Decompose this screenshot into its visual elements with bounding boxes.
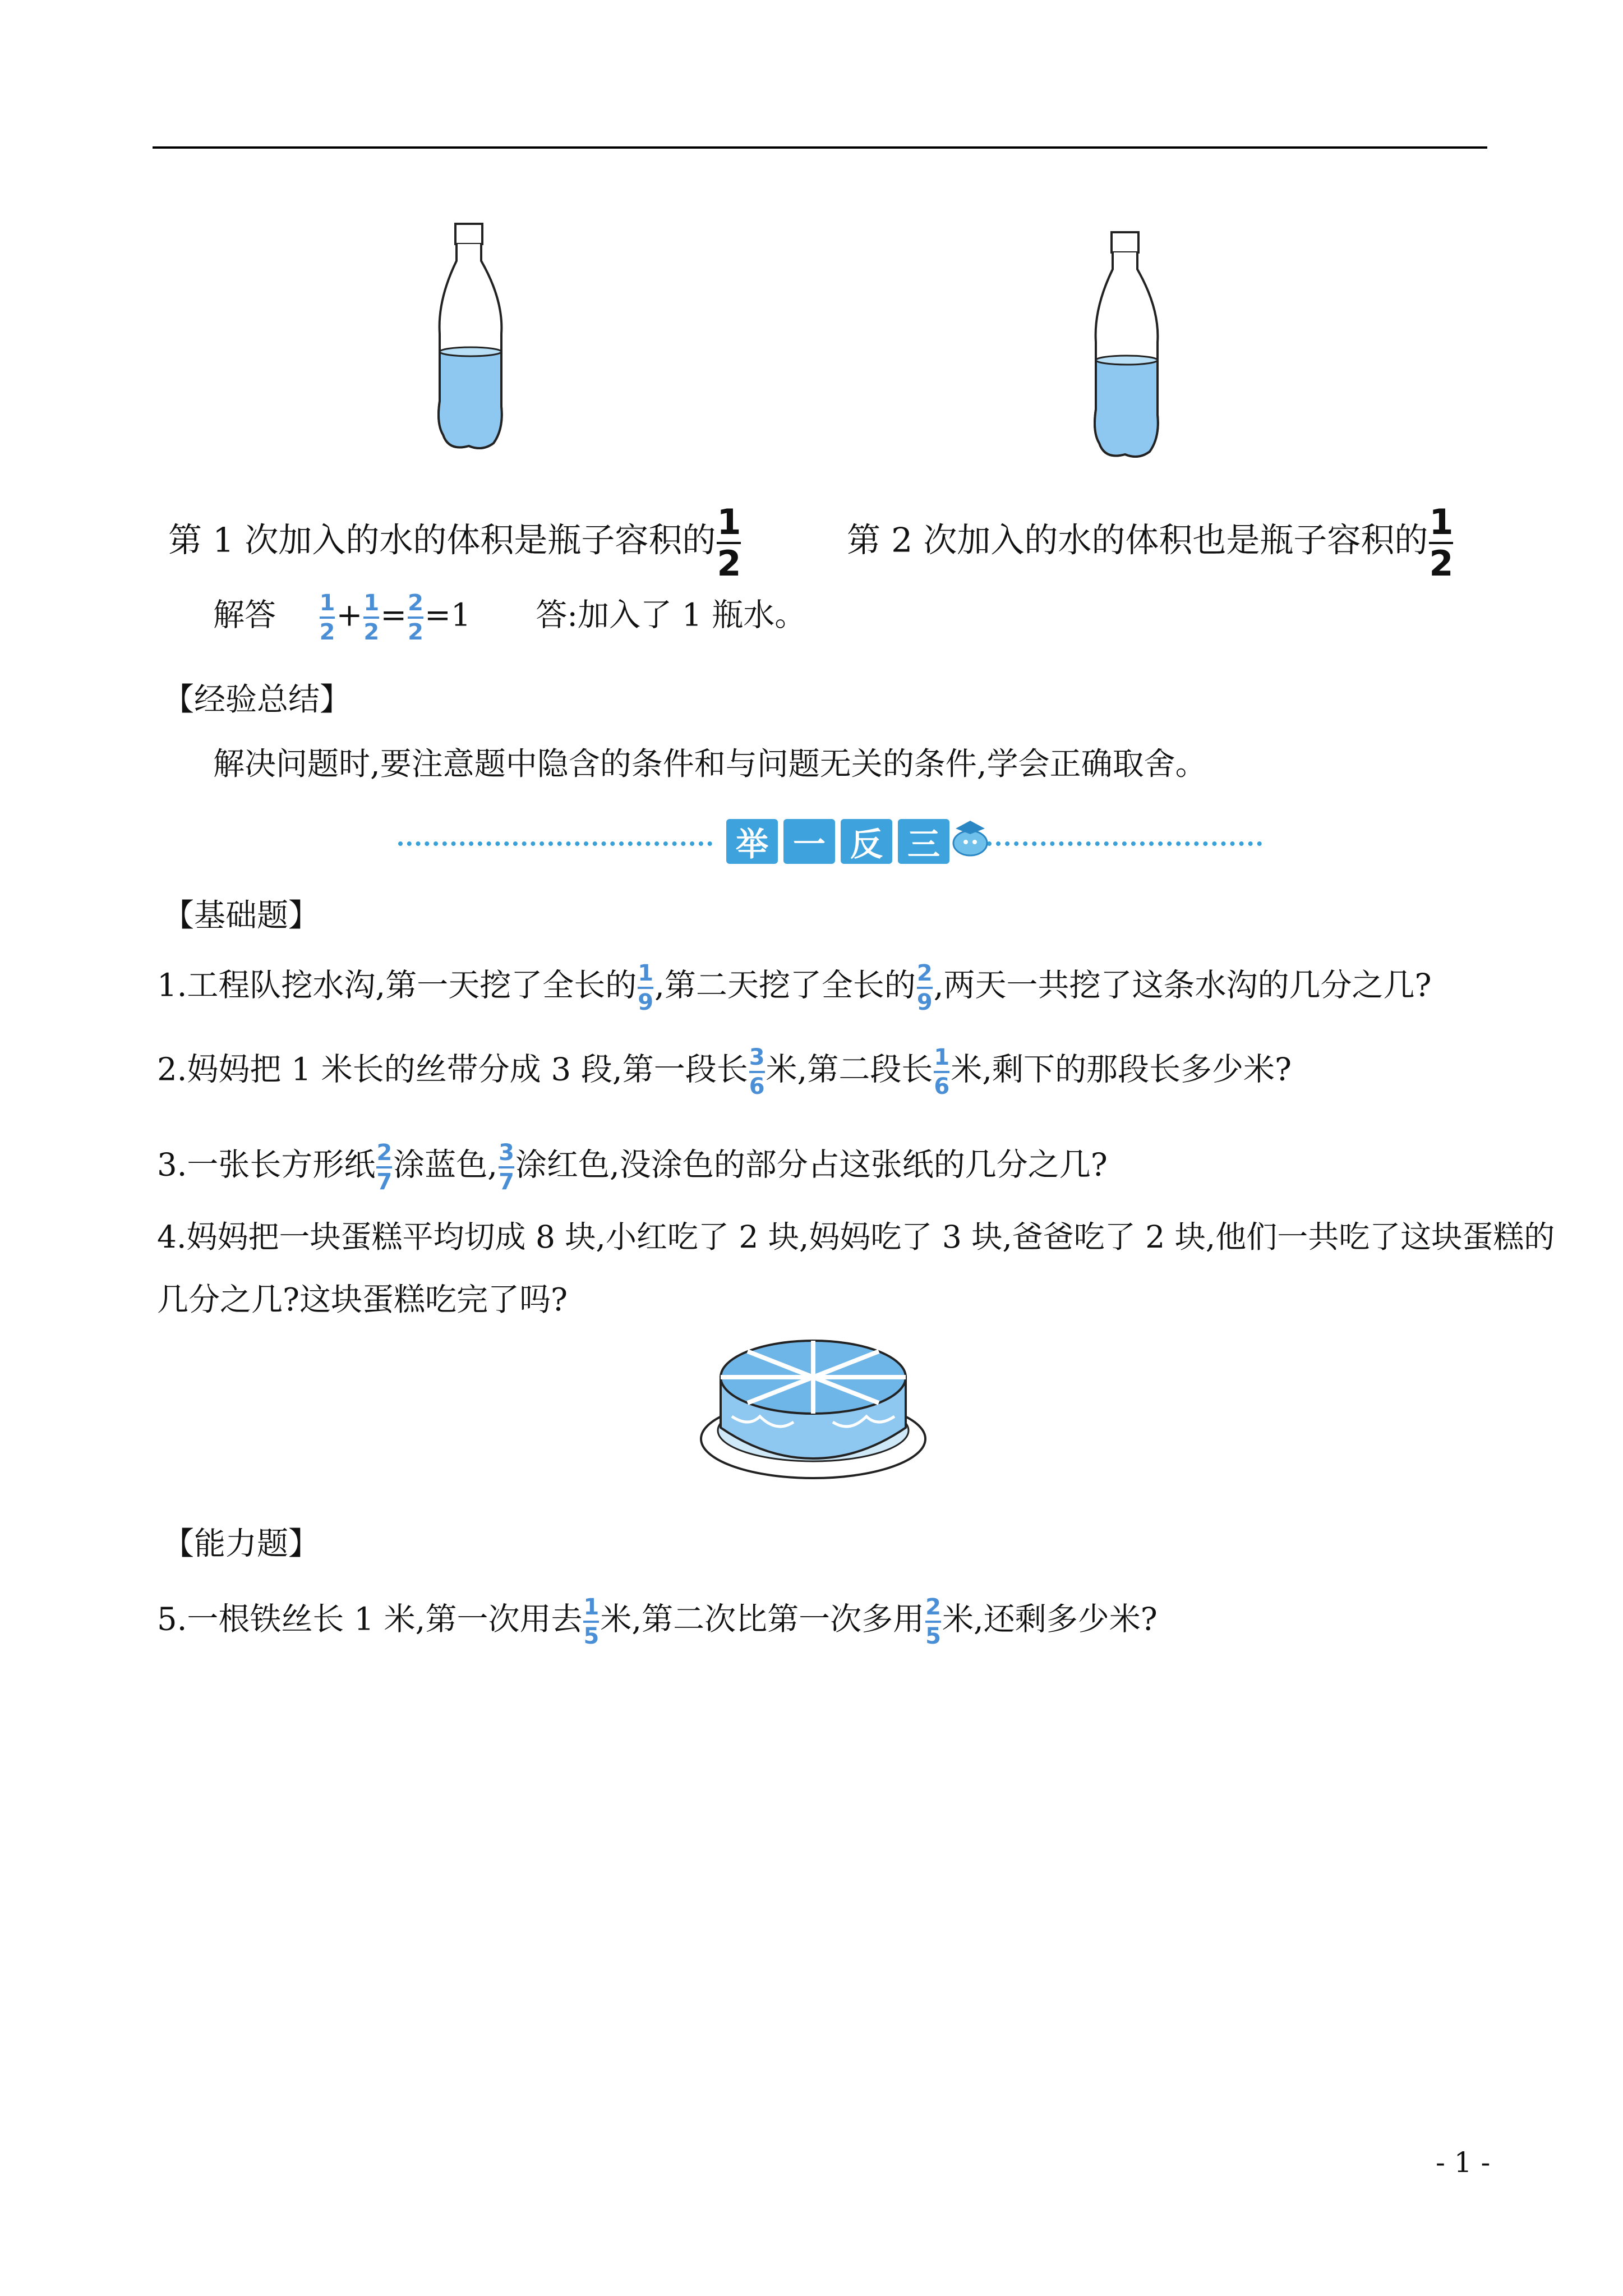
answer-reply: 答:加入了 1 瓶水。	[536, 597, 806, 634]
fraction-one-half: $\frac{1}{2}$	[1429, 501, 1454, 584]
header-rule	[153, 146, 1487, 149]
fraction: $\frac{2}{9}$	[916, 960, 933, 1015]
question-3: 3.一张长方形纸 $\frac{2}{7}$ 涂蓝色, $\frac{3}{7}$ 涂红色,没涂色的部分占这张纸的几分之几?	[157, 1140, 1108, 1195]
banner-char: 三	[898, 819, 949, 864]
section-title-basic: 【基础题】	[163, 898, 320, 934]
banner-juyifansan	[726, 819, 949, 864]
question-2: 2.妈妈把 1 米长的丝带分成 3 段,第一段长 $\frac{3}{6}$ 米,第二段长 $\frac{1}{6}$ 米,剩下的那段长多少米?	[157, 1045, 1292, 1099]
bottle-right-illustration	[1088, 230, 1178, 466]
bottle-left-illustration	[432, 222, 522, 457]
fraction: $\frac{2}{7}$	[376, 1140, 393, 1195]
question-5: 5.一根铁丝长 1 米,第一次用去 $\frac{1}{5}$ 米,第二次比第一次多用 $\frac{2}{5}$ 米,还剩多少米?	[157, 1594, 1158, 1649]
answer-label: 解答	[213, 597, 276, 634]
fraction: $\frac{2}{2}$	[408, 590, 423, 645]
answer-line	[213, 592, 806, 643]
question-4-line-2: 几分之几?这块蛋糕吃完了吗?	[157, 1282, 568, 1318]
section-title-experience: 【经验总结】	[163, 682, 351, 718]
section-title-ability: 【能力题】	[163, 1526, 320, 1562]
fraction: $\frac{1}{2}$	[319, 590, 335, 645]
fraction: $\frac{1}{6}$	[934, 1045, 950, 1099]
cake-illustration	[698, 1332, 928, 1484]
plus-sign: +	[336, 597, 363, 634]
caption-first-text: 第 1 次加入的水的体积是瓶子容积的	[168, 521, 716, 560]
question-4-line-1: 4.妈妈把一块蛋糕平均切成 8 块,小红吃了 2 块,妈妈吃了 3 块,爸爸吃了 2 块,他们一共吃了这块蛋糕的	[157, 1219, 1555, 1255]
fraction: $\frac{2}{5}$	[925, 1594, 941, 1649]
banner-char: 反	[841, 819, 892, 864]
banner-char: 一	[783, 819, 835, 864]
fraction: $\frac{3}{6}$	[749, 1045, 765, 1099]
graduate-mascot-icon	[948, 816, 993, 861]
fraction-one-half: $\frac{1}{2}$	[717, 501, 741, 584]
fraction: $\frac{1}{5}$	[583, 1594, 600, 1649]
banner-dotted-line-right	[987, 841, 1262, 846]
question-1: 1.工程队挖水沟,第一天挖了全长的 $\frac{1}{9}$ ,第二天挖了全长的 $\frac{2}{9}$ ,两天一共挖了这条水沟的几分之几?	[157, 960, 1432, 1015]
caption-first-addition	[168, 501, 742, 584]
caption-second-addition	[847, 501, 1454, 584]
caption-second-text: 第 2 次加入的水的体积也是瓶子容积的	[847, 521, 1428, 560]
answer-result: =1	[425, 597, 471, 634]
banner-dotted-line-left	[398, 841, 712, 846]
fraction: $\frac{1}{2}$	[363, 590, 380, 645]
equals-sign: =	[380, 597, 407, 634]
fraction: $\frac{3}{7}$	[499, 1140, 514, 1195]
banner-char: 举	[726, 819, 778, 864]
fraction: $\frac{1}{9}$	[638, 960, 654, 1015]
page-number: - 1 -	[1436, 2146, 1491, 2179]
experience-text: 解决问题时,要注意题中隐含的条件和与问题无关的条件,学会正确取舍。	[213, 746, 1207, 783]
